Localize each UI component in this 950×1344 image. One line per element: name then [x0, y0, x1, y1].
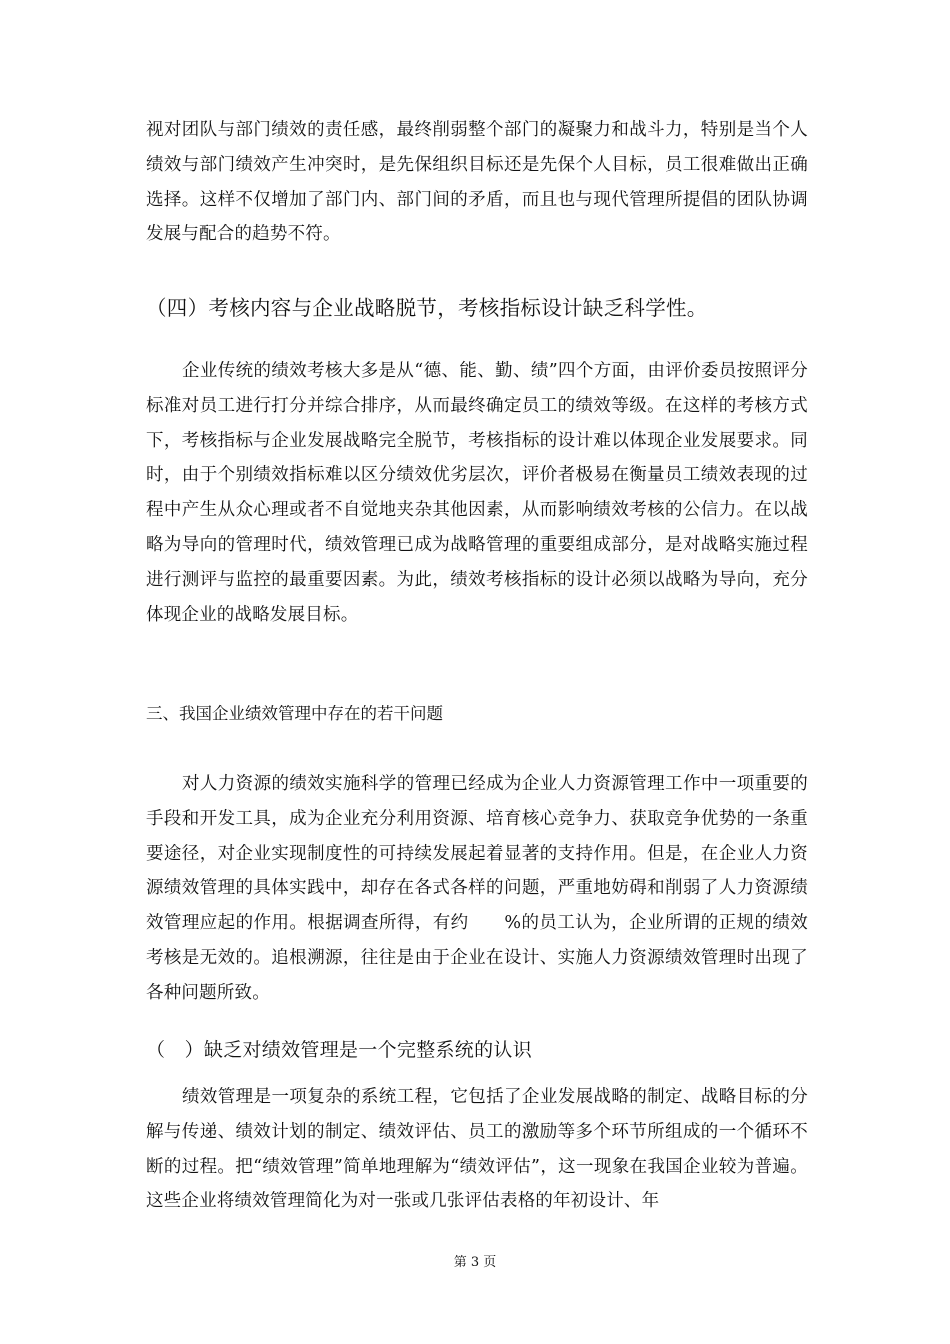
paragraph-hr-performance: 对人力资源的绩效实施科学的管理已经成为企业人力资源管理工作中一项重要的手段和开发工具，成为企业充分利用资源、培育核心竞争力、获取竞争优势的一条重要途径，对企业实现制度性的可持续发展起着显著的支持作用。但是，在企业人力资源绩效管理的具体实践中，却存在各式各样的问题，严重地妨碍和削弱了人力资源绩效管理应起的作用。根据调查所得，有约 %的员工认为，企业所谓的正规的绩效考核是无效的。追根溯源，往往是由于企业在设计、实施人力资源绩效管理时出现了各种问题所致。	[146, 774, 808, 1003]
paragraph-system-engineering: 绩效管理是一项复杂的系统工程，它包括了企业发展战略的制定、战略目标的分解与传递、绩效计划的制定、绩效评估、员工的激励等多个环节所组成的一个循环不断的过程。把“绩效管理”简单地理解为“绩效评估”，这一现象在我国企业较为普遍。这些企业将绩效管理简化为对一张或几张评估表格的年初设计、年	[146, 1087, 808, 1212]
page-number: 第 3 页	[453, 1255, 497, 1270]
paragraph-traditional-assessment: 企业传统的绩效考核大多是从“德、能、勤、绩”四个方面，由评价委员按照评分标准对员工进行打分并综合排序，从而最终确定员工的绩效等级。在这样的考核方式下，考核指标与企业发展战略完全脱节，考核指标的设计难以体现企业发展要求。同时，由于个别绩效指标难以区分绩效优劣层次，评价者极易在衡量员工绩效表现的过程中产生从众心理或者不自觉地夹杂其他因素，从而影响绩效考核的公信力。在以战略为导向的管理时代，绩效管理已成为战略管理的重要组成部分，是对战略实施过程进行测评与监控的最重要因素。为此，绩效考核指标的设计必须以战略为导向，充分体现企业的战略发展目标。	[146, 361, 808, 625]
section-three-title: 三、我国企业绩效管理中存在的若干问题	[146, 704, 443, 723]
heading-section-four: （四）考核内容与企业战略脱节，考核指标设计缺乏科学性。	[146, 296, 708, 320]
paragraph-team-responsibility: 视对团队与部门绩效的责任感，最终削弱整个部门的凝聚力和战斗力，特别是当个人绩效与部门绩效产生冲突时，是先保组织目标还是先保个人目标，员工很难做出正确选择。这样不仅增加了部门内、部门间的矛盾，而且也与现代管理所提倡的团队协调发展与配合的趋势不符。	[146, 120, 808, 245]
heading-system-awareness: （ ）缺乏对绩效管理是一个完整系统的认识	[146, 1039, 533, 1061]
